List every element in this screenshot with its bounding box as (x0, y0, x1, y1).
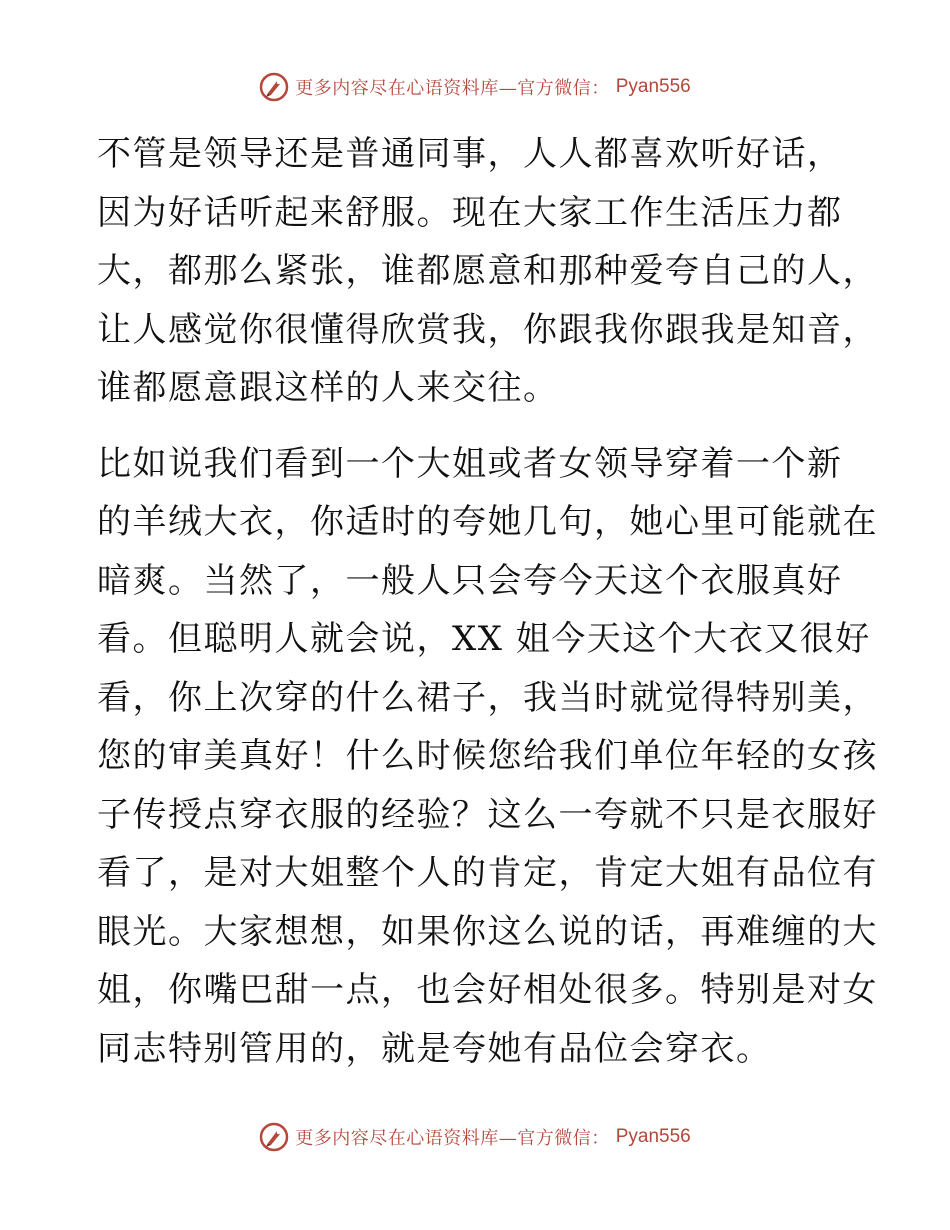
watermark-text: 更多内容尽在心语资料库—官方微信： (295, 1128, 610, 1149)
watermark-text: 更多内容尽在心语资料库—官方微信： (295, 78, 610, 99)
pen-logo-icon (259, 1122, 289, 1152)
text-line: 因为好话听起来舒服。现在大家工作生活压力都 (97, 192, 843, 233)
text-line: 您的审美真好！什么时候您给我们单位年轻的女孩 (97, 736, 878, 776)
text-line: 大，都那么紧张，谁都愿意和那种爱夸自己的人， (97, 251, 878, 291)
footer-watermark (0, 1122, 950, 1152)
text-line: 比如说我们看到一个大姐或者女领导穿着一个新 (97, 443, 843, 484)
text-line: 不管是领导还是普通同事，人人都喜欢听好话， (97, 134, 843, 174)
text-line: 让人感觉你很懂得欣赏我，你跟我你跟我是知音， (97, 309, 878, 350)
text-line: 看。但聪明人就会说，XX 姐今天这个大衣又很好 (97, 619, 871, 659)
text-line: 看了，是对大姐整个人的肯定，肯定大姐有品位有 (97, 853, 878, 893)
text-line: 的羊绒大衣，你适时的夸她几句，她心里可能就在 (97, 502, 878, 542)
text-line: 眼光。大家想想，如果你这么说的话，再难缠的大 (97, 911, 878, 952)
text-line: 子传授点穿衣服的经验？这么一夸就不只是衣服好 (97, 794, 878, 835)
text-line: 同志特别管用的，就是夸她有品位会穿衣。 (97, 1028, 772, 1069)
text-line: 姐，你嘴巴甜一点，也会好相处很多。特别是对女 (97, 970, 878, 1010)
wechat-id: Pyan556 (615, 1126, 691, 1147)
paragraph (97, 125, 878, 418)
text-line: 暗爽。当然了，一般人只会夸今天这个衣服真好 (97, 560, 843, 601)
wechat-id: Pyan556 (615, 76, 691, 97)
document-body (97, 125, 878, 1078)
text-line: 看，你上次穿的什么裙子，我当时就觉得特别美， (97, 677, 878, 718)
paragraph (97, 435, 878, 1079)
text-line: 谁都愿意跟这样的人来交往。 (97, 368, 559, 408)
pen-logo-icon (259, 72, 289, 102)
header-watermark (0, 72, 950, 102)
